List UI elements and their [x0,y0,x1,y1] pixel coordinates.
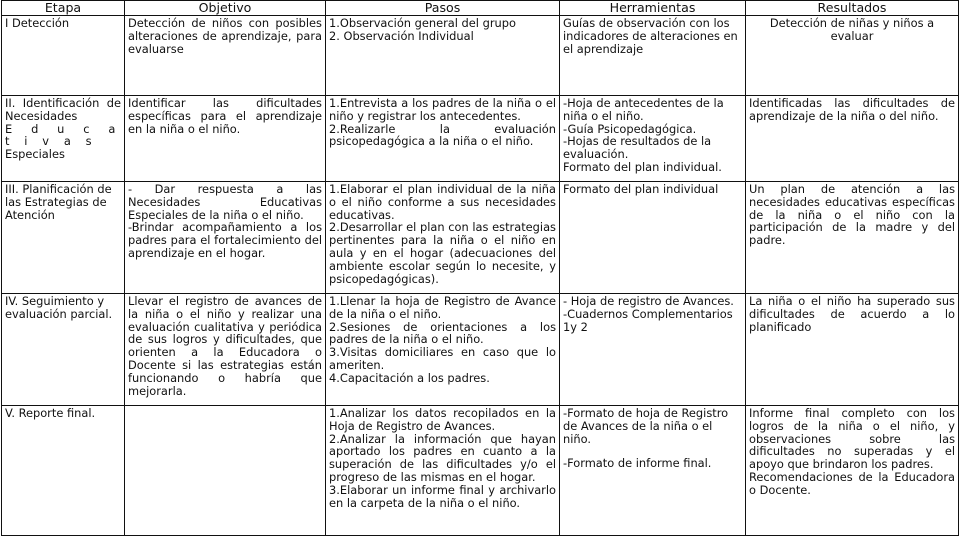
cell-line: 2.Desarrollar el plan con las estrategias pertinentes para la niña o el niño en aula y en el hogar (adecuaciones del ambiente escolar según lo necesite, y psicopedagógicas). [329,220,556,286]
cell-pasos [326,406,560,536]
cell-line: 1.Analizar los datos recopilados en la Hoja de Registro de Avances. [329,406,556,433]
cell-line: 2.Realizarle la evaluación psicopedagógica a la niña o el niño. [329,121,556,149]
cell-line: Llevar el registro de avances de la niña o el niño y realizar una evaluación cualitativa y periódica de sus logros y dificultades, que orienten a la Educadora o Docente si las estrategias están funcionando o habría que mejorarla. [128,294,322,398]
cell-resultados [746,294,959,406]
cell-line: 1.Llenar la hoja de Registro de Avance de la niña o el niño. [329,294,556,321]
cell-resultados [746,182,959,294]
cell-line: Formato del plan individual [563,182,719,196]
cell-herramientas [560,406,746,536]
header-herramientas: Herramientas [560,1,746,16]
cell-objetivo [125,406,326,536]
header-resultados: Resultados [746,1,959,16]
cell-line: 1.Observación general del grupo [329,16,516,30]
cell-pasos [326,96,560,182]
cell-line: -Formato de hoja de Registro de Avances de la niña o el niño. [563,406,729,446]
cell-pasos [326,294,560,406]
cell-line: Detección de niñas y niños a evaluar [769,16,935,43]
cell-line: 1.Entrevista a los padres de la niña o el niño y registrar los antecedentes. [329,96,556,123]
cell-herramientas [560,182,746,294]
cell-line: Detección de niños con posibles alteraciones de aprendizaje, para evaluarse [128,16,322,56]
cell-etapa [2,406,125,536]
cell-line: -Formato de informe final. [563,456,712,471]
header-etapa: Etapa [2,1,125,16]
cell-objetivo [125,16,326,96]
cell-line: II. Identificación de Necesidades [5,96,121,123]
cell-line: Identificadas las dificultades de aprendizaje de la niña o del niño. [749,96,955,123]
cell-pasos [326,182,560,294]
cell-line: - Dar respuesta a las Necesidades Educativas Especiales de la niña o el niño. [128,182,322,222]
table-row [2,96,959,182]
cell-resultados [746,96,959,182]
cell-herramientas [560,96,746,182]
cell-line: Identificar las dificultades específicas para el aprendizaje en la niña o el niño. [128,96,322,136]
table-row [2,182,959,294]
cell-line: -Hoja de antecedentes de la niña o el niño. [563,96,724,123]
cell-etapa [2,182,125,294]
cell-line: Especiales [5,147,65,162]
header-pasos: Pasos [326,1,560,16]
cell-line: IV. Seguimiento y evaluación parcial. [5,294,113,321]
cell-objetivo [125,182,326,294]
cell-line: Un plan de atención a las necesidades educativas específicas de la niña o el niño con la participación de la madre y del padre. [749,182,955,248]
cell-herramientas [560,16,746,96]
cell-line: -Cuadernos Complementarios 1y 2 [563,306,733,334]
cell-line: La niña o el niño ha superado sus dificultades de acuerdo a lo planificado [749,294,955,334]
cell-line: 2.Sesiones de orientaciones a los padres de la niña o el niño. [329,319,556,347]
plan-table [1,0,959,536]
cell-resultados [746,406,959,536]
cell-line: Recomendaciones de la Educadora o Docente. [749,469,955,497]
header-row [2,1,959,16]
header-objetivo: Objetivo [125,1,326,16]
cell-resultados [746,16,959,96]
table-row [2,16,959,96]
cell-line: 3.Elaborar un informe final y archivarlo en la carpeta de la niña o el niño. [329,482,556,510]
cell-etapa [2,16,125,96]
cell-line: V. Reporte final. [5,406,96,420]
cell-line: Guías de observación con los indicadores de alteraciones en el aprendizaje [563,16,738,56]
cell-line: Formato del plan individual. [563,159,722,174]
cell-line: 3.Visitas domiciliares en caso que lo ameriten. [329,345,556,372]
cell-line: E d u c a t i v a s [5,121,121,149]
cell-line: 1.Elaborar el plan individual de la niña o el niño conforme a sus necesidades educativas. [329,182,556,222]
cell-line: -Hojas de resultados de la evaluación. [563,134,712,162]
cell-herramientas [560,294,746,406]
cell-line: 4.Capacitación a los padres. [329,370,490,385]
cell-etapa [2,294,125,406]
cell-line: - Hoja de registro de Avances. [563,294,734,308]
cell-line: 2. Observación Individual [329,28,474,43]
table-row [2,406,959,536]
cell-objetivo [125,294,326,406]
cell-etapa [2,96,125,182]
cell-objetivo [125,96,326,182]
cell-line: Informe final completo con los logros de la niña o el niño, y observaciones sobre las dificultades no superadas y el apoyo que brindaron los padres. [749,406,955,472]
cell-line: I Detección [5,16,70,30]
cell-line: III. Planificación de las Estrategias de Atención [5,182,112,222]
cell-line: 2.Analizar la información que hayan aportado los padres en cuanto a la superación de las dificultades y/o el progreso de las mismas en el hogar. [329,431,556,484]
cell-line: -Guía Psicopedagógica. [563,121,697,136]
cell-line: -Brindar acompañamiento a los padres para el fortalecimiento del aprendizaje en el hogar. [128,220,322,260]
cell-pasos [326,16,560,96]
table-row [2,294,959,406]
